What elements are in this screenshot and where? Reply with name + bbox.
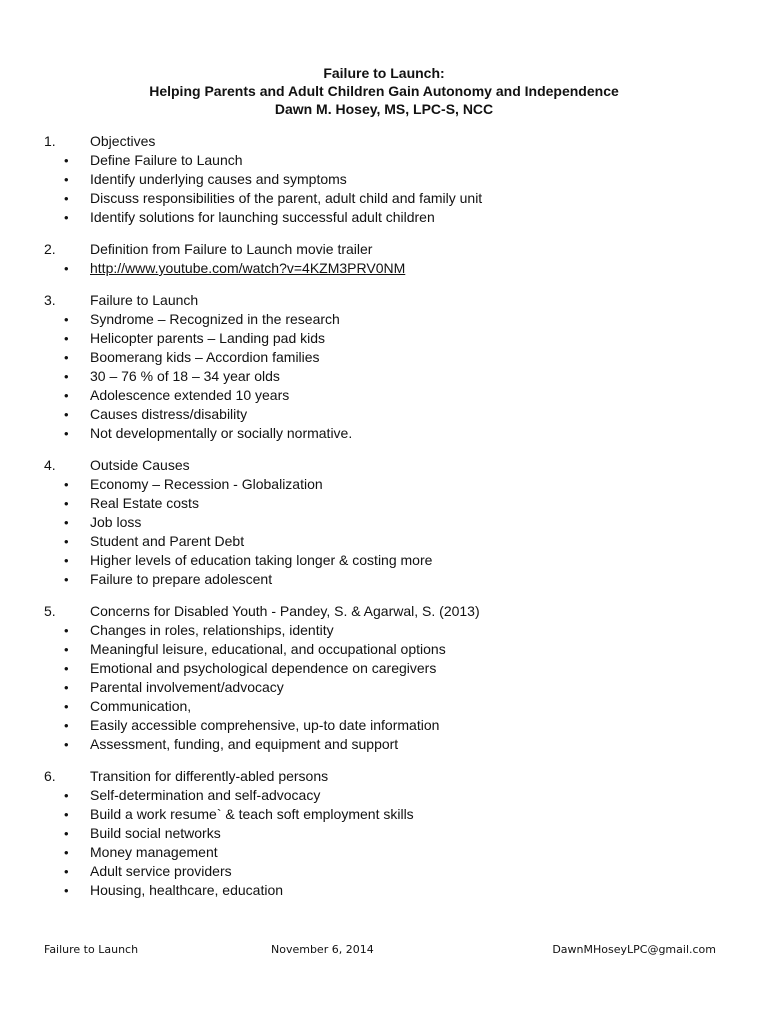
section-number: 5. (44, 603, 56, 619)
section-number: 3. (44, 292, 56, 308)
bullet-icon: • (64, 312, 69, 327)
list-item (64, 786, 734, 805)
list-item-text: Meaningful leisure, educational, and occupational options (90, 641, 446, 657)
list-item (64, 551, 734, 570)
list-item-text: Real Estate costs (90, 495, 199, 511)
list-item (64, 716, 734, 735)
bullet-icon: • (64, 826, 69, 841)
section-title: Outside Causes (90, 457, 190, 473)
list-item-text: Discuss responsibilities of the parent, adult child and family unit (90, 190, 483, 206)
section-number: 4. (44, 457, 56, 473)
list-item-text: Identify underlying causes and symptoms (90, 171, 347, 187)
bullet-icon: • (64, 261, 69, 276)
footer-email: DawnMHoseyLPC@gmail.com (552, 943, 716, 956)
list-item (64, 621, 734, 640)
section-number: 1. (44, 133, 56, 149)
list-item (64, 640, 734, 659)
bullet-list (44, 151, 734, 227)
list-item-text: Syndrome – Recognized in the research (90, 311, 340, 327)
list-item-text: Changes in roles, relationships, identity (90, 622, 334, 638)
list-item-text: Emotional and psychological dependence on caregivers (90, 660, 437, 676)
bullet-icon: • (64, 407, 69, 422)
bullet-icon: • (64, 845, 69, 860)
list-item (64, 532, 734, 551)
section-heading (44, 602, 734, 621)
list-item-text: Parental involvement/advocacy (90, 679, 284, 695)
bullet-icon: • (64, 210, 69, 225)
outline-section (44, 456, 734, 589)
youtube-link[interactable]: http://www.youtube.com/watch?v=4KZM3PRV0NM (90, 260, 406, 276)
list-item (64, 678, 734, 697)
section-heading (44, 767, 734, 786)
list-item (64, 151, 734, 170)
outline-section (44, 240, 734, 278)
document-author: Dawn M. Hosey, MS, LPC-S, NCC (274, 101, 494, 117)
outline-section (44, 132, 734, 227)
bullet-icon: • (64, 788, 69, 803)
section-title: Failure to Launch (90, 292, 199, 308)
outline-section (44, 767, 734, 900)
bullet-icon: • (64, 515, 69, 530)
list-item (64, 513, 734, 532)
list-item (64, 805, 734, 824)
list-item-text: Self-determination and self-advocacy (90, 787, 321, 803)
bullet-icon: • (64, 477, 69, 492)
bullet-list (44, 259, 734, 278)
list-item (64, 494, 734, 513)
list-item-text: Build a work resume` & teach soft employment skills (90, 806, 414, 822)
bullet-list (44, 310, 734, 443)
list-item-text: Money management (90, 844, 218, 860)
section-title: Objectives (90, 133, 156, 149)
list-item-text: Communication, (90, 698, 192, 714)
bullet-icon: • (64, 191, 69, 206)
bullet-icon: • (64, 623, 69, 638)
outline-sections (44, 132, 734, 913)
list-item (64, 386, 734, 405)
bullet-icon: • (64, 864, 69, 879)
bullet-icon: • (64, 642, 69, 657)
list-item (64, 170, 734, 189)
list-item-text: Housing, healthcare, education (90, 882, 284, 898)
list-item (64, 475, 734, 494)
list-item (64, 405, 734, 424)
section-number: 2. (44, 241, 56, 257)
bullet-icon: • (64, 572, 69, 587)
bullet-icon: • (64, 331, 69, 346)
document-header (0, 64, 768, 118)
section-heading (44, 456, 734, 475)
list-item (64, 424, 734, 443)
outline-section (44, 291, 734, 443)
bullet-icon: • (64, 883, 69, 898)
list-item-text: Identify solutions for launching successful adult children (90, 209, 435, 225)
bullet-icon: • (64, 350, 69, 365)
bullet-icon: • (64, 153, 69, 168)
list-item-text: Student and Parent Debt (90, 533, 245, 549)
bullet-icon: • (64, 661, 69, 676)
bullet-icon: • (64, 737, 69, 752)
list-item-text: Boomerang kids – Accordion families (90, 349, 320, 365)
bullet-icon: • (64, 534, 69, 549)
list-item (64, 189, 734, 208)
bullet-icon: • (64, 553, 69, 568)
section-title: Transition for differently-abled persons (90, 768, 329, 784)
list-item-text: Failure to prepare adolescent (90, 571, 273, 587)
list-item-text: Adolescence extended 10 years (90, 387, 290, 403)
list-item-text: Adult service providers (90, 863, 232, 879)
bullet-list (44, 621, 734, 754)
list-item-text: Build social networks (90, 825, 221, 841)
list-item-text: Assessment, funding, and equipment and support (90, 736, 399, 752)
bullet-icon: • (64, 496, 69, 511)
bullet-list (44, 786, 734, 900)
section-heading (44, 291, 734, 310)
list-item-text: Higher levels of education taking longer & costing more (90, 552, 433, 568)
list-item (64, 735, 734, 754)
footer-date: November 6, 2014 (271, 943, 374, 956)
list-item (64, 881, 734, 900)
section-heading (44, 132, 734, 151)
list-item-text: Helicopter parents – Landing pad kids (90, 330, 326, 346)
list-item (64, 329, 734, 348)
list-item (64, 570, 734, 589)
list-item-text: Not developmentally or socially normative. (90, 425, 353, 441)
bullet-icon: • (64, 699, 69, 714)
bullet-icon: • (64, 807, 69, 822)
list-item (64, 843, 734, 862)
outline-section (44, 602, 734, 754)
bullet-icon: • (64, 369, 69, 384)
section-title: Concerns for Disabled Youth - Pandey, S. & Agarwal, S. (2013) (90, 603, 480, 619)
list-item-text: Define Failure to Launch (90, 152, 243, 168)
section-title: Definition from Failure to Launch movie trailer (90, 241, 373, 257)
bullet-icon: • (64, 426, 69, 441)
section-number: 6. (44, 768, 56, 784)
document-subtitle: Helping Parents and Adult Children Gain Autonomy and Independence (149, 83, 619, 99)
bullet-icon: • (64, 718, 69, 733)
bullet-icon: • (64, 680, 69, 695)
list-item (64, 697, 734, 716)
section-heading (44, 240, 734, 259)
bullet-icon: • (64, 388, 69, 403)
list-item-text: Economy – Recession - Globalization (90, 476, 323, 492)
list-item-text: 30 – 76 % of 18 – 34 year olds (90, 368, 280, 384)
list-item (64, 259, 734, 278)
list-item (64, 208, 734, 227)
list-item (64, 659, 734, 678)
list-item-text: Easily accessible comprehensive, up-to date information (90, 717, 440, 733)
list-item (64, 348, 734, 367)
bullet-list (44, 475, 734, 589)
list-item (64, 367, 734, 386)
bullet-icon: • (64, 172, 69, 187)
list-item (64, 310, 734, 329)
list-item-text: Job loss (90, 514, 142, 530)
list-item-text: Causes distress/disability (90, 406, 248, 422)
footer-title: Failure to Launch (44, 943, 139, 956)
list-item (64, 824, 734, 843)
document-title: Failure to Launch: (323, 65, 445, 81)
list-item (64, 862, 734, 881)
